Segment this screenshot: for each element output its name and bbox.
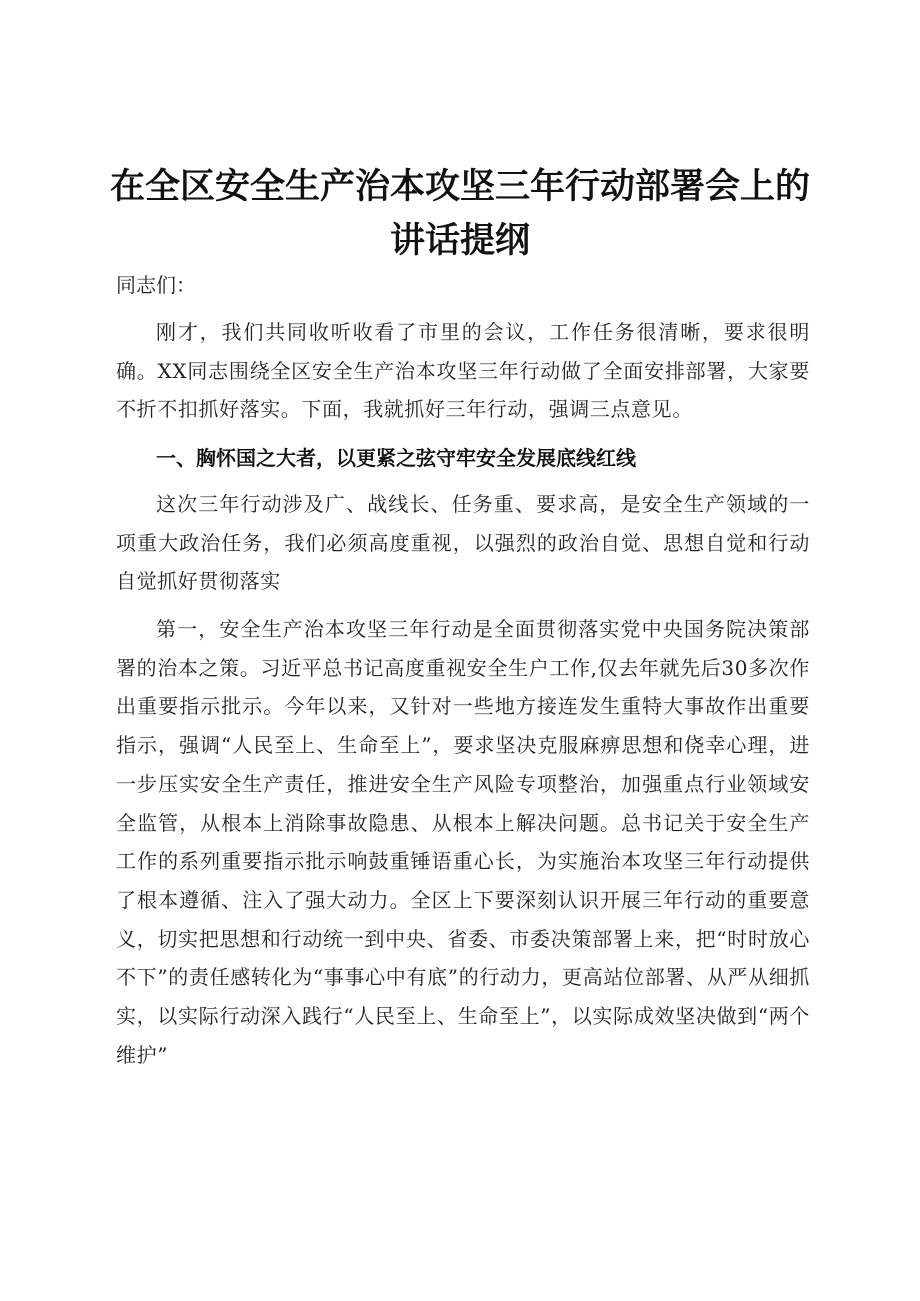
- document-title-line-2: 讲话提纲: [389, 221, 530, 261]
- salutation: 同志们：: [116, 273, 196, 297]
- section-1-point-1-paragraph: 第一，安全生产治本攻坚三年行动是全面贯彻落实党中央国务院决策部署的治本之策。习近平总书记高度重视安全生户工作,仅去年就先后30多次作出重要指示批示。今年以来，又针对一些地方接连发生重特大事故作出重要指示，强调“人民至上、生命至上”，要求坚决克服麻痹思想和侥幸心理，进一步压实安全生产责任，推进安全生产风险专项整治，加强重点行业领域安全监管，从根本上消除事故隐患、从根本上解决问题。总书记关于安全生产工作的系列重要指示批示响鼓重锤语重心长，为实施治本攻坚三年行动提供了根本遵循、注入了强大动力。全区上下要深刻认识开展三年行动的重要意义，切实把思想和行动统一到中央、省委、市委决策部署上来，把“时时放心不下”的责任感转化为“事事心中有底”的行动力，更高站位部署、从严从细抓实，以实际行动深入践行“人民至上、生命至上”，以实际成效坚决做到“两个维护”: [116, 617, 810, 1067]
- section-heading-1: 一、胸怀国之大者，以更紧之弦守牢安全发展底线红线: [156, 446, 636, 470]
- section-1-intro-paragraph: 这次三年行动涉及广、战线长、任务重、要求高，是安全生产领域的一项重大政治任务，我们必须高度重视，以强烈的政治自觉、思想自觉和行动自觉抓好贯彻落实: [116, 492, 810, 594]
- document-title-line-1: 在全区安全生产治本攻坚三年行动部署会上的: [109, 167, 810, 207]
- opening-paragraph: 刚才，我们共同收听收看了市里的会议，工作任务很清晰，要求很明确。XX同志围绕全区安全生产治本攻坚三年行动做了全面安排部署，大家要不折不扣抓好落实。下面，我就抓好三年行动，强调三点意见。: [116, 320, 810, 422]
